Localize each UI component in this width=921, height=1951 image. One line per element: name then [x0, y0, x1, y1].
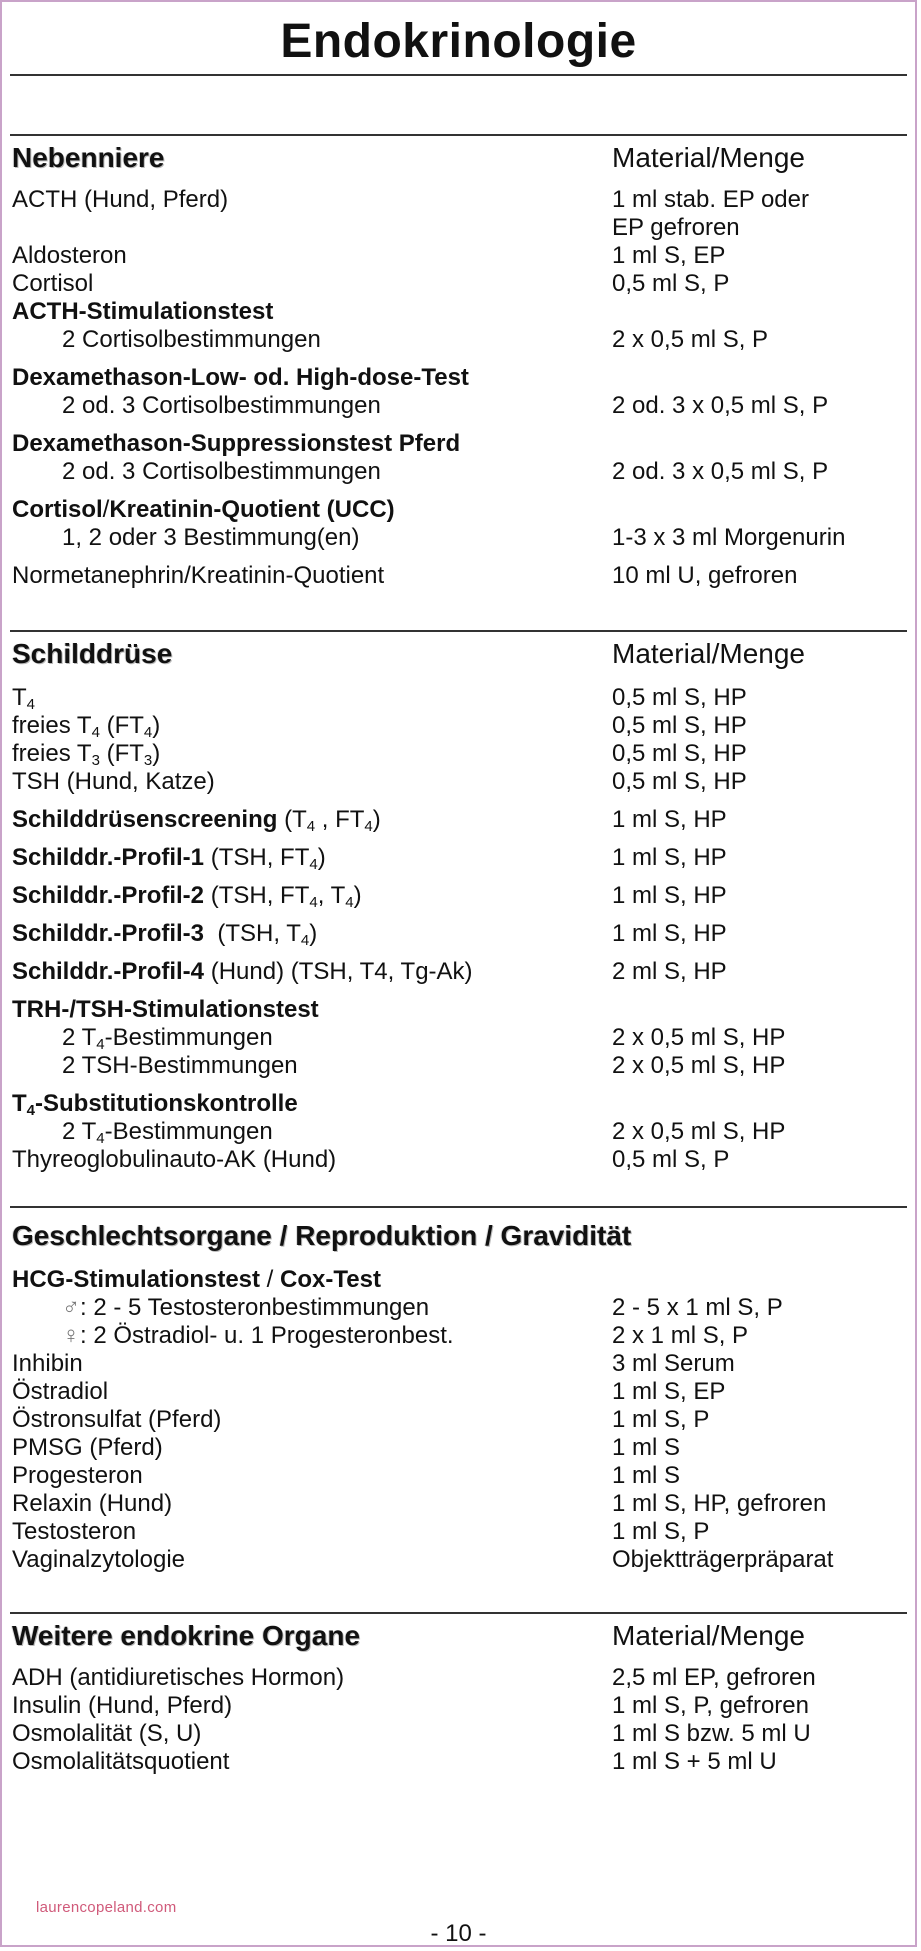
- section-rule: [10, 134, 907, 136]
- test-name: freies $T_3$ $(FT_3)$: [12, 740, 161, 769]
- material-value: 0,5 ml S, HP: [612, 712, 747, 739]
- material-value: 1 ml S, HP: [612, 844, 727, 871]
- material-value: 1 ml S: [612, 1434, 681, 1461]
- section-title: Schilddrüse: [12, 638, 173, 669]
- test-detail: 2 $T_4$-Bestimmungen: [62, 1024, 273, 1053]
- material-value: 0,5 ml S, P: [612, 270, 730, 297]
- material-value: 1 ml S bzw. 5 ml U: [612, 1720, 811, 1747]
- test-name: Östronsulfat (Pferd): [12, 1406, 222, 1433]
- test-name: Schilddrüsenscreening ($T_4$ , $FT_4$): [12, 806, 381, 835]
- section-weitere-organe: [12, 1620, 905, 1776]
- test-detail: 2 od. 3 Cortisolbestimmungen: [62, 458, 381, 485]
- material-value: 10 ml U, gefroren: [612, 562, 798, 589]
- section-rule: [10, 630, 907, 632]
- test-name: Cortisol/Kreatinin-Quotient (UCC): [12, 496, 395, 523]
- material-value: 3 ml Serum: [612, 1350, 735, 1377]
- material-value: EP gefroren: [612, 214, 740, 241]
- material-value: 0,5 ml S, HP: [612, 684, 747, 711]
- test-name: Cortisol: [12, 270, 94, 297]
- material-value: 2 od. 3 x 0,5 ml S, P: [612, 458, 829, 485]
- section-nebenniere: [12, 142, 905, 590]
- test-name: TRH-/TSH-Stimulationstest: [12, 996, 319, 1023]
- section-rule: [10, 1206, 907, 1208]
- female-symbol-icon: ♀: [62, 1322, 80, 1349]
- test-name: Östradiol: [12, 1378, 109, 1405]
- test-name: Aldosteron: [12, 242, 127, 269]
- material-value: 1 ml S, HP: [612, 806, 727, 833]
- test-name: Insulin (Hund, Pferd): [12, 1692, 233, 1719]
- material-value: 2 x 0,5 ml S, HP: [612, 1118, 786, 1145]
- test-name: Osmolalitätsquotient: [12, 1748, 230, 1775]
- test-name: Thyreoglobulinauto-AK (Hund): [12, 1146, 337, 1173]
- section-rule: [10, 1612, 907, 1614]
- test-name: Vaginalzytologie: [12, 1546, 186, 1573]
- watermark: laurencopeland.com: [36, 1899, 177, 1916]
- test-detail: 2 TSH-Bestimmungen: [62, 1052, 298, 1079]
- test-name: $T_4$: [12, 684, 36, 713]
- test-name: freies $T_4$ $(FT_4)$: [12, 712, 161, 741]
- material-value: 1 ml S, P: [612, 1406, 710, 1433]
- material-value: 1 ml S, EP: [612, 1378, 726, 1405]
- test-name: PMSG (Pferd): [12, 1434, 163, 1461]
- test-name: Schilddr.-Profil-2 (TSH, $FT_4$, $T_4$): [12, 882, 362, 911]
- material-value: 2 ml S, HP: [612, 958, 727, 985]
- test-name: Dexamethason-Suppressionstest Pferd: [12, 430, 461, 457]
- material-value: 2 x 0,5 ml S, P: [612, 326, 769, 353]
- material-value: 0,5 ml S, P: [612, 1146, 730, 1173]
- material-header: Material/Menge: [612, 638, 805, 669]
- material-value: 2 x 0,5 ml S, HP: [612, 1052, 786, 1079]
- test-name: ACTH-Stimulationstest: [12, 298, 274, 325]
- material-value: 2 - 5 x 1 ml S, P: [612, 1294, 783, 1321]
- material-value: 2,5 ml EP, gefroren: [612, 1664, 816, 1691]
- material-value: 1 ml S + 5 ml U: [612, 1748, 777, 1775]
- test-detail: ♂: 2 - 5 Testosteronbestimmungen: [62, 1294, 430, 1321]
- material-value: 1 ml S, P: [612, 1518, 710, 1545]
- section-title: Geschlechtsorgane / Reproduktion / Gravidität: [12, 1220, 632, 1251]
- test-name: Schilddr.-Profil-1 (TSH, $FT_4$): [12, 844, 326, 873]
- material-value: 2 x 0,5 ml S, HP: [612, 1024, 786, 1051]
- test-detail: 2 Cortisolbestimmungen: [62, 326, 321, 353]
- test-name: $T_4$-Substitutionskontrolle: [12, 1090, 298, 1119]
- material-value: 2 od. 3 x 0,5 ml S, P: [612, 392, 829, 419]
- section-title: Nebenniere: [12, 142, 165, 173]
- section-schilddruese: [12, 638, 905, 1174]
- material-value: 1 ml S, HP: [612, 882, 727, 909]
- page-number: - 10 -: [430, 1920, 487, 1947]
- material-value: Objektträgerpräparat: [612, 1546, 834, 1573]
- test-name: Inhibin: [12, 1350, 83, 1377]
- page-title: Endokrinologie: [280, 15, 637, 68]
- test-name: Testosteron: [12, 1518, 137, 1545]
- test-name: HCG-Stimulationstest / Cox-Test: [12, 1266, 381, 1293]
- male-symbol-icon: ♂: [62, 1294, 80, 1321]
- section-title: Weitere endokrine Organe: [12, 1620, 361, 1651]
- material-value: 0,5 ml S, HP: [612, 740, 747, 767]
- material-value: 1 ml S, HP: [612, 920, 727, 947]
- material-value: 1-3 x 3 ml Morgenurin: [612, 524, 846, 551]
- material-header: Material/Menge: [612, 142, 805, 173]
- test-detail: 2 $T_4$-Bestimmungen: [62, 1118, 273, 1147]
- material-value: 1 ml S, HP, gefroren: [612, 1490, 827, 1517]
- material-header: Material/Menge: [612, 1620, 805, 1651]
- test-name: Schilddr.-Profil-4 (Hund) (TSH, T4, Tg-Ak): [12, 958, 473, 985]
- test-detail: 1, 2 oder 3 Bestimmung(en): [62, 524, 360, 551]
- material-value: 0,5 ml S, HP: [612, 768, 747, 795]
- section-geschlechtsorgane: [12, 1220, 905, 1574]
- material-value: 2 x 1 ml S, P: [612, 1322, 749, 1349]
- test-name: TSH (Hund, Katze): [12, 768, 215, 795]
- material-value: 1 ml S: [612, 1462, 681, 1489]
- title-rule: [10, 74, 907, 76]
- test-name: ACTH (Hund, Pferd): [12, 186, 229, 213]
- material-value: 1 ml S, EP: [612, 242, 726, 269]
- test-name: Schilddr.-Profil-3 (TSH, $T_4$): [12, 920, 318, 949]
- test-name: Normetanephrin/Kreatinin-Quotient: [12, 562, 385, 589]
- test-detail: ♀: 2 Östradiol- u. 1 Progesteronbest.: [62, 1322, 454, 1349]
- test-name: Osmolalität (S, U): [12, 1720, 202, 1747]
- material-value: 1 ml S, P, gefroren: [612, 1692, 809, 1719]
- test-name: ADH (antidiuretisches Hormon): [12, 1664, 345, 1691]
- test-name: Progesteron: [12, 1462, 143, 1489]
- test-detail: 2 od. 3 Cortisolbestimmungen: [62, 392, 381, 419]
- material-value: 1 ml stab. EP oder: [612, 186, 809, 213]
- test-name: Relaxin (Hund): [12, 1490, 173, 1517]
- test-name: Dexamethason-Low- od. High-dose-Test: [12, 364, 469, 391]
